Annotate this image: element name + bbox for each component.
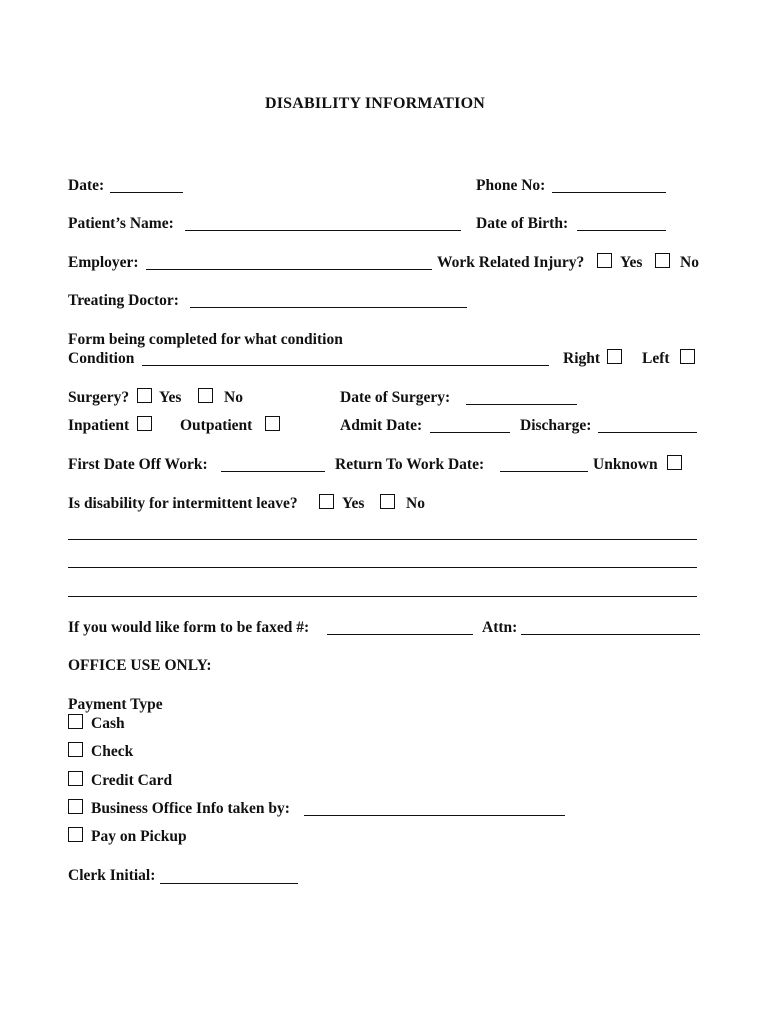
discharge-label: Discharge: bbox=[520, 417, 592, 434]
work-injury-no-checkbox[interactable] bbox=[655, 253, 670, 268]
employer-field[interactable] bbox=[146, 269, 432, 270]
business-office-checkbox[interactable] bbox=[68, 799, 83, 814]
intermittent-no-label: No bbox=[406, 495, 425, 512]
right-label: Right bbox=[563, 350, 601, 367]
work-injury-no-label: No bbox=[680, 254, 699, 271]
intermittent-no-checkbox[interactable] bbox=[380, 494, 395, 509]
right-checkbox[interactable] bbox=[607, 349, 622, 364]
dob-label: Date of Birth: bbox=[476, 215, 569, 232]
surgery-yes-checkbox[interactable] bbox=[137, 388, 152, 403]
notes-line-1[interactable] bbox=[68, 539, 697, 540]
employer-label: Employer: bbox=[68, 254, 139, 271]
phone-label: Phone No: bbox=[476, 177, 546, 194]
notes-line-3[interactable] bbox=[68, 596, 697, 597]
pay-on-pickup-checkbox[interactable] bbox=[68, 827, 83, 842]
unknown-label: Unknown bbox=[593, 456, 658, 473]
admit-date-label: Admit Date: bbox=[340, 417, 423, 434]
unknown-checkbox[interactable] bbox=[667, 455, 682, 470]
patient-name-label: Patient’s Name: bbox=[68, 215, 174, 232]
attn-field[interactable] bbox=[521, 634, 700, 635]
outpatient-label: Outpatient bbox=[180, 417, 253, 434]
surgery-no-label: No bbox=[224, 389, 243, 406]
cash-label: Cash bbox=[91, 715, 125, 732]
patient-name-field[interactable] bbox=[185, 230, 461, 231]
inpatient-checkbox[interactable] bbox=[137, 416, 152, 431]
notes-line-2[interactable] bbox=[68, 567, 697, 568]
left-checkbox[interactable] bbox=[680, 349, 695, 364]
condition-label: Condition bbox=[68, 350, 135, 367]
check-label: Check bbox=[91, 743, 134, 760]
date-label: Date: bbox=[68, 177, 105, 194]
first-date-off-field[interactable] bbox=[221, 471, 325, 472]
inpatient-label: Inpatient bbox=[68, 417, 130, 434]
intermittent-yes-label: Yes bbox=[342, 495, 365, 512]
attn-label: Attn: bbox=[482, 619, 518, 636]
clerk-initial-field[interactable] bbox=[160, 883, 298, 884]
intermittent-yes-checkbox[interactable] bbox=[319, 494, 334, 509]
surgery-no-checkbox[interactable] bbox=[198, 388, 213, 403]
admit-date-field[interactable] bbox=[430, 432, 510, 433]
return-to-work-label: Return To Work Date: bbox=[335, 456, 485, 473]
fax-label: If you would like form to be faxed #: bbox=[68, 619, 310, 636]
credit-card-checkbox[interactable] bbox=[68, 771, 83, 786]
treating-doctor-label: Treating Doctor: bbox=[68, 292, 179, 309]
work-injury-yes-label: Yes bbox=[620, 254, 643, 271]
condition-field[interactable] bbox=[142, 365, 549, 366]
date-field[interactable] bbox=[110, 192, 183, 193]
surgery-label: Surgery? bbox=[68, 389, 130, 406]
business-office-field[interactable] bbox=[304, 815, 565, 816]
form-condition-label: Form being completed for what condition bbox=[68, 331, 343, 348]
clerk-initial-label: Clerk Initial: bbox=[68, 867, 156, 884]
date-of-surgery-label: Date of Surgery: bbox=[340, 389, 451, 406]
treating-doctor-field[interactable] bbox=[190, 307, 467, 308]
phone-field[interactable] bbox=[552, 192, 666, 193]
check-checkbox[interactable] bbox=[68, 742, 83, 757]
credit-card-label: Credit Card bbox=[91, 772, 173, 789]
cash-checkbox[interactable] bbox=[68, 714, 83, 729]
surgery-yes-label: Yes bbox=[159, 389, 182, 406]
return-to-work-field[interactable] bbox=[500, 471, 588, 472]
business-office-label: Business Office Info taken by: bbox=[91, 800, 290, 817]
work-injury-yes-checkbox[interactable] bbox=[597, 253, 612, 268]
left-label: Left bbox=[642, 350, 670, 367]
discharge-field[interactable] bbox=[598, 432, 697, 433]
work-injury-label: Work Related Injury? bbox=[437, 254, 585, 271]
dob-field[interactable] bbox=[577, 230, 666, 231]
payment-type-label: Payment Type bbox=[68, 696, 163, 713]
date-of-surgery-field[interactable] bbox=[466, 404, 577, 405]
pay-on-pickup-label: Pay on Pickup bbox=[91, 828, 187, 845]
outpatient-checkbox[interactable] bbox=[265, 416, 280, 431]
form-title: DISABILITY INFORMATION bbox=[265, 95, 485, 112]
office-use-heading: OFFICE USE ONLY: bbox=[68, 657, 212, 674]
first-date-off-label: First Date Off Work: bbox=[68, 456, 208, 473]
intermittent-label: Is disability for intermittent leave? bbox=[68, 495, 298, 512]
fax-field[interactable] bbox=[327, 634, 473, 635]
